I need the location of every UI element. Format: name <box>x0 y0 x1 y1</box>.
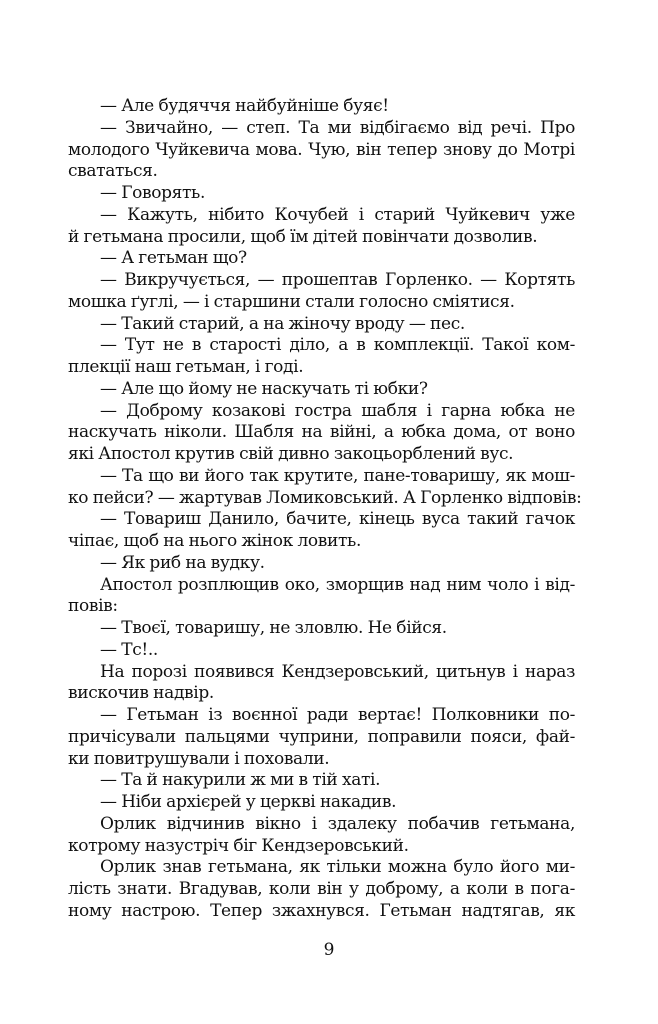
text-line: Орлик знав гетьмана, як тільки можна було його ми- <box>100 857 575 878</box>
text-line: — Товариш Данило, бачите, кінець вуса такий гачок <box>100 509 575 530</box>
text-line: ному настрою. Тепер зжахнувся. Гетьман надтягав, як <box>68 900 575 921</box>
text-line: — Тут не в старості діло, а в комплекції. Такої ком- <box>100 335 575 356</box>
text-line: молодого Чуйкевича мова. Чую, він тепер знову до Мотрі <box>68 139 575 160</box>
text-line: На порозі появився Кендзеровський, цитьнув і нараз <box>100 661 575 682</box>
text-line: й гетьмана просили, щоб їм дітей повінчати дозволив. <box>68 226 538 247</box>
text-line: — Говорять. <box>100 183 206 203</box>
text-line: плекції наш гетьман, і годі. <box>68 357 304 377</box>
text-line: свататься. <box>68 161 158 182</box>
text-line: — Доброму козакові гостра шабля і гарна юбка не <box>100 400 575 421</box>
text-line: — Ніби архієрей у церкві накадив. <box>100 792 397 812</box>
text-line: які Апостол крутив свій дивно закоцьорблений вус. <box>68 444 514 464</box>
page-number: 9 <box>323 940 335 960</box>
text-line: — А гетьман що? <box>100 248 247 269</box>
text-line: Орлик відчинив вікно і здалеку побачив гетьмана, <box>100 813 575 834</box>
text-line: — Твоєї, товаришу, не зловлю. Не бійся. <box>100 618 447 638</box>
text-line: ко пейси? — жартував Ломиковський. А Горленко відповів: <box>68 487 582 508</box>
text-line: — Як риб на вудку. <box>100 552 265 573</box>
text-line: — Та що ви його так крутите, пане-товаришу, як мош- <box>100 465 575 486</box>
text-line: наскучать ніколи. Шабля на війні, а юбка дома, от воно <box>68 422 575 443</box>
text-line: причісували пальцями чуприни, поправили пояси, фай- <box>68 726 575 747</box>
page-body-text <box>68 96 582 923</box>
text-line: лість знати. Вгадував, коли він у доброму, а коли в пога- <box>68 879 575 899</box>
text-line: чіпає, щоб на нього жінок ловить. <box>68 531 362 551</box>
text-line: — Такий старий, а на жіночу вроду — пес. <box>100 313 465 334</box>
text-line: Апостол розплющив око, зморщив над ним чоло і від- <box>100 574 575 595</box>
text-line: повів: <box>68 596 118 617</box>
text-line: вискочив надвір. <box>68 683 214 704</box>
text-line: — Гетьман із воєнної ради вертає! Полковники по- <box>100 705 575 725</box>
text-line: — Тс!.. <box>100 639 158 660</box>
text-line: — Та й накурили ж ми в тій хаті. <box>100 770 381 791</box>
text-line: мошка ґуглі, — і старшини стали голосно сміятися. <box>68 291 515 312</box>
text-line: — Але що йому не наскучать ті юбки? <box>100 378 428 399</box>
text-line: котрому назустріч біг Кендзеровський. <box>68 835 409 856</box>
text-line: ки повитрушували і поховали. <box>68 748 330 769</box>
text-line: — Але будяччя найбуйніше буяє! <box>100 96 389 116</box>
text-line: — Кажуть, нібито Кочубей і старий Чуйкевич уже <box>100 204 575 225</box>
text-line: — Звичайно, — степ. Та ми відбігаємо від речі. Про <box>100 117 575 138</box>
text-line: — Викручується, — прошептав Горленко. — Кортять <box>100 270 575 290</box>
